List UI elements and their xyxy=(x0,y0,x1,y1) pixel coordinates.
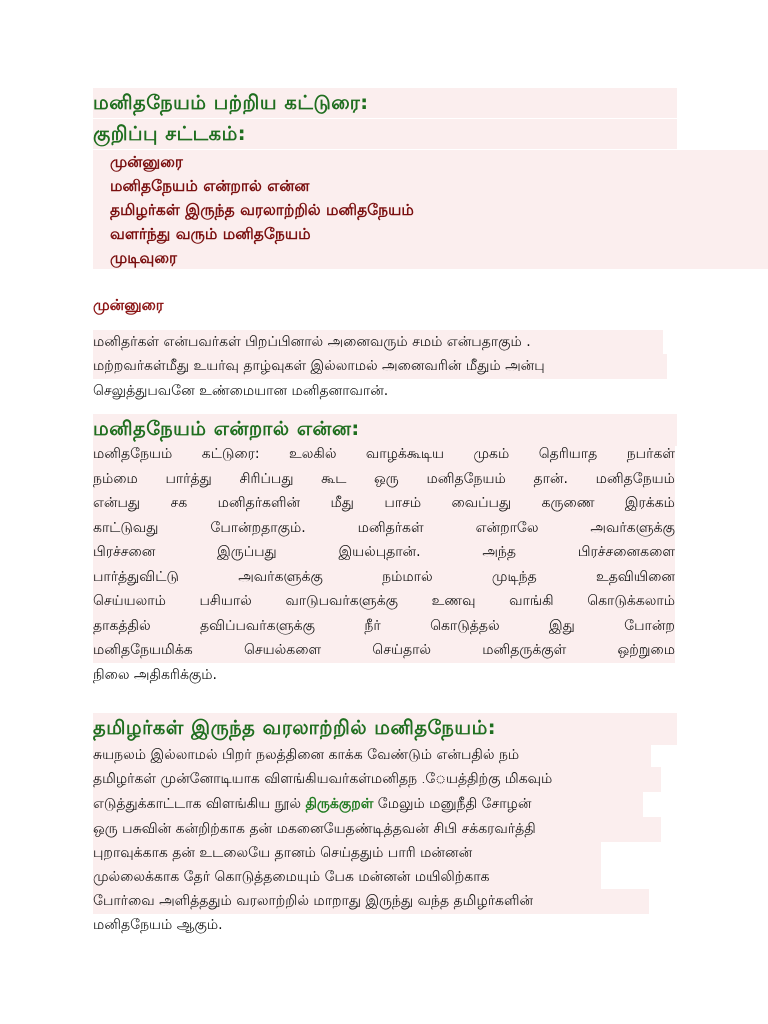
word: பிரச்சனை xyxy=(93,544,156,560)
outline-item: முடிவுரை xyxy=(110,249,178,267)
word: அந்த xyxy=(482,544,517,560)
word: போன்ற xyxy=(624,617,675,634)
word: இயல்புதான். xyxy=(338,544,421,560)
intro-line: மற்றவர்கள்மீது உயர்வு தாழ்வுகள் இல்லாமல் அனைவரின் மீதும் அன்பு xyxy=(93,354,667,379)
word: மனிதர்கள் xyxy=(357,519,424,536)
outline-heading xyxy=(93,119,677,149)
word: கட்டுரை: xyxy=(201,446,260,462)
section2-line: புறாவுக்காக தன் உடலையே தானம் செய்ததும் பாரி மன்னன் xyxy=(93,841,601,866)
word: மனிதநேயம் xyxy=(426,470,506,487)
section2-heading-text: தமிழர்கள் இருந்த வரலாற்றில் மனிதநேயம்: xyxy=(93,716,497,739)
outline-heading-text: குறிப்பு சட்டகம்: xyxy=(93,122,247,145)
section1-line xyxy=(93,467,675,492)
word: அவர்களுக்கு xyxy=(590,519,675,536)
word: மனிதநேயம் xyxy=(595,470,675,487)
word: தவிப்பவர்களுக்கு xyxy=(200,617,315,634)
word: காட்டுவது xyxy=(93,519,159,536)
word: ஒரு xyxy=(374,470,399,487)
word: கொடுத்தல் xyxy=(430,617,500,634)
word: முடிந்த xyxy=(491,568,537,585)
word: ஒற்றுமை xyxy=(617,642,675,658)
section2-heading xyxy=(93,713,677,745)
section2-line: மனிதநேயம் ஆகும். xyxy=(93,917,223,933)
section2-line: ஒரு பசுவின் கன்றிற்காக தன் மகனையேதண்டித்தவன் சிபி சக்கரவர்த்தி xyxy=(93,817,661,842)
intro-line: செலுத்துபவனே உண்மையான மனிதனாவான். xyxy=(93,383,389,399)
word: நம்மால் xyxy=(382,568,433,585)
section1-line xyxy=(93,516,675,541)
section1-line xyxy=(93,589,675,614)
word: பிரச்சனைகளை xyxy=(577,544,675,560)
word: மனிதநேயமிக்க xyxy=(93,642,193,658)
section2-line-text: எடுத்துக்காட்டாக விளங்கிய நூல் xyxy=(93,796,306,812)
word: உதவியினை xyxy=(596,568,675,585)
essay-title-text: மனிதநேயம் பற்றிய கட்டுரை: xyxy=(93,91,369,114)
outline-item: வளர்ந்து வரும் மனிதநேயம் xyxy=(110,225,311,243)
word: பார்த்து xyxy=(165,470,212,487)
section2-line-text: மேலும் மனுநீதி சோழன் xyxy=(373,796,532,812)
word: மனிதருக்குள் xyxy=(482,642,567,658)
word: தெரியாத xyxy=(538,446,598,462)
word: உலகில் xyxy=(289,446,337,462)
section1-line xyxy=(93,565,675,590)
word: பாசம் xyxy=(384,495,422,511)
outline-item: தமிழர்கள் இருந்த வரலாற்றில் மனிதநேயம் xyxy=(110,201,414,219)
word: வைப்பது xyxy=(451,495,512,511)
section1-heading-text: மனிதநேயம் என்றால் என்ன: xyxy=(93,417,360,440)
section2-line: முல்லைக்காக தேர் கொடுத்தமையும் பேக மன்னன் மயிலிற்காக xyxy=(93,865,601,890)
word: வாங்கி xyxy=(509,593,554,609)
section1-line xyxy=(93,491,675,516)
section1-line xyxy=(93,540,675,565)
word: அவர்களுக்கு xyxy=(238,568,323,585)
word: நம்மை xyxy=(93,470,138,487)
word: சக xyxy=(170,495,188,511)
word: வாடுபவர்களுக்கு xyxy=(285,593,399,609)
word: நீர் xyxy=(364,617,381,634)
section1-line xyxy=(93,614,675,639)
word: செய்தால் xyxy=(372,642,432,658)
section2-line: தமிழர்கள் முன்னோடியாக விளங்கியவர்கள்மனிதந .ேயத்திற்கு மிகவும் xyxy=(93,767,661,792)
word: வாழக்கூடிய xyxy=(365,446,445,462)
word: தாகத்தில் xyxy=(93,617,151,634)
essay-title xyxy=(93,88,677,118)
section2-line-with-highlight xyxy=(93,792,643,817)
section2-line: சுயநலம் இல்லாமல் பிறர் நலத்தினை காக்க வேண்டும் என்பதில் நம் xyxy=(93,743,651,768)
word: முகம் xyxy=(473,446,510,462)
word: கூட xyxy=(321,470,347,487)
word: போன்றதாகும். xyxy=(210,519,306,536)
word: இருப்பது xyxy=(217,544,277,560)
word: மீது xyxy=(330,495,354,511)
word: நபர்கள் xyxy=(626,446,675,462)
word: மனிதர்களின் xyxy=(217,495,301,511)
section1-last-line: நிலை அதிகரிக்கும். xyxy=(93,667,218,683)
word: செயல்களை xyxy=(243,642,322,658)
intro-heading: முன்னுரை xyxy=(93,296,164,314)
word: பசியால் xyxy=(199,593,252,609)
section1-line xyxy=(93,442,675,467)
word: மனிதநேயம் xyxy=(93,446,173,462)
section1-line xyxy=(93,638,675,663)
word: என்பது xyxy=(93,495,141,511)
highlighted-book-name: திருக்குறள் xyxy=(305,796,374,812)
word: பார்த்துவிட்டு xyxy=(93,568,179,585)
intro-line: மனிதர்கள் என்பவர்கள் பிறப்பினால் அனைவரும் சமம் என்பதாகும் . xyxy=(93,330,663,355)
word: இரக்கம் xyxy=(624,495,675,511)
word: இது xyxy=(549,617,575,634)
word: உணவு xyxy=(431,593,476,609)
section2-line: போர்வை அளித்ததும் வரலாற்றில் மாறாது இருந்து வந்த தமிழர்களின் xyxy=(93,889,649,914)
word: என்றாலே xyxy=(475,519,539,536)
word: கருணை xyxy=(541,495,595,511)
word: சிரிப்பது xyxy=(239,470,294,487)
outline-item: முன்னுரை xyxy=(110,153,183,171)
outline-item: மனிதநேயம் என்றால் என்ன xyxy=(110,177,310,195)
word: செய்யலாம் xyxy=(93,593,166,609)
word: கொடுக்கலாம் xyxy=(587,593,675,609)
word: தான். xyxy=(533,470,568,487)
outline-list xyxy=(93,150,768,269)
